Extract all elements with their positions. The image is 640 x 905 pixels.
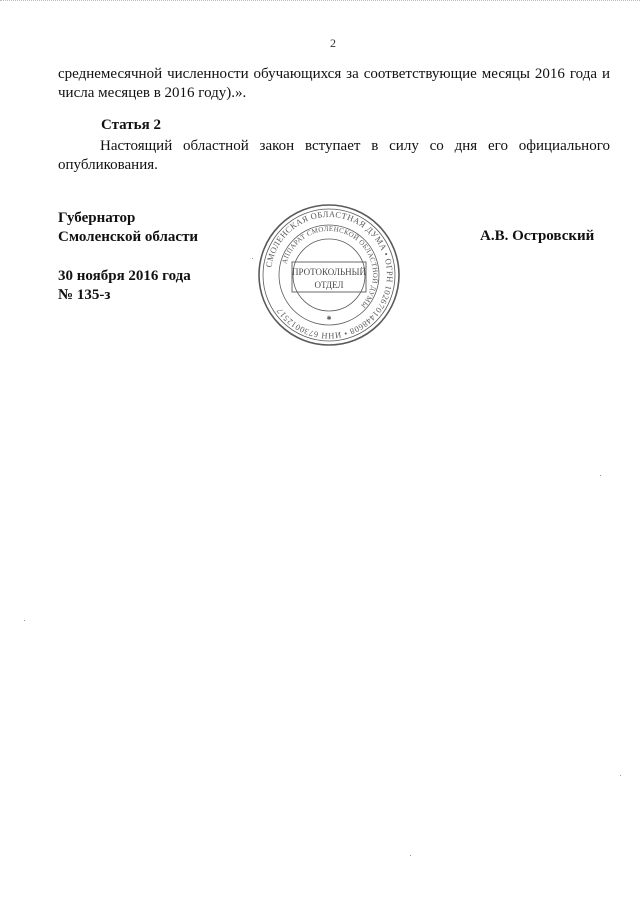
article-text: Настоящий областной закон вступает в силу со дня его официального опубликования.: [58, 138, 610, 173]
scan-speck: [600, 475, 601, 476]
signature-spacer: [58, 247, 198, 267]
signer-position-line2: Смоленской области: [58, 229, 199, 245]
article-title: Статья 2: [101, 117, 161, 133]
stamp-center-line1: ПРОТОКОЛЬНЫЙ: [292, 267, 366, 277]
signature-block: [58, 209, 198, 305]
signature-date: 30 ноября 2016 года: [58, 268, 191, 284]
stamp-outer-text: СМОЛЕНСКАЯ ОБЛАСТНАЯ ДУМА • ОГРН 1026701448608 • ИНН 6730012517: [263, 208, 396, 342]
scan-speck: [410, 855, 411, 856]
official-stamp: [255, 202, 403, 348]
continuation-paragraph: среднемесячной численности обучающихся за соответствующие месяцы 2016 года и числа месяцев в 2016 году).».: [58, 66, 610, 101]
stamp-star-icon: ✱: [326, 315, 332, 322]
scan-speck: [24, 620, 25, 621]
scan-speck: [252, 258, 253, 259]
law-number: № 135-з: [58, 287, 111, 303]
stamp-center-line2: ОТДЕЛ: [314, 280, 344, 290]
top-scan-border: [0, 0, 640, 4]
signer-name: А.В. Островский: [480, 228, 595, 244]
signer-position-line1: Губернатор: [58, 210, 136, 226]
stamp-inner-text: АППАРАТ СМОЛЕНСКОЙ ОБЛАСТНОЙ ДУМЫ: [280, 224, 380, 310]
scan-speck: [620, 775, 621, 776]
page-number: 2: [330, 36, 336, 50]
